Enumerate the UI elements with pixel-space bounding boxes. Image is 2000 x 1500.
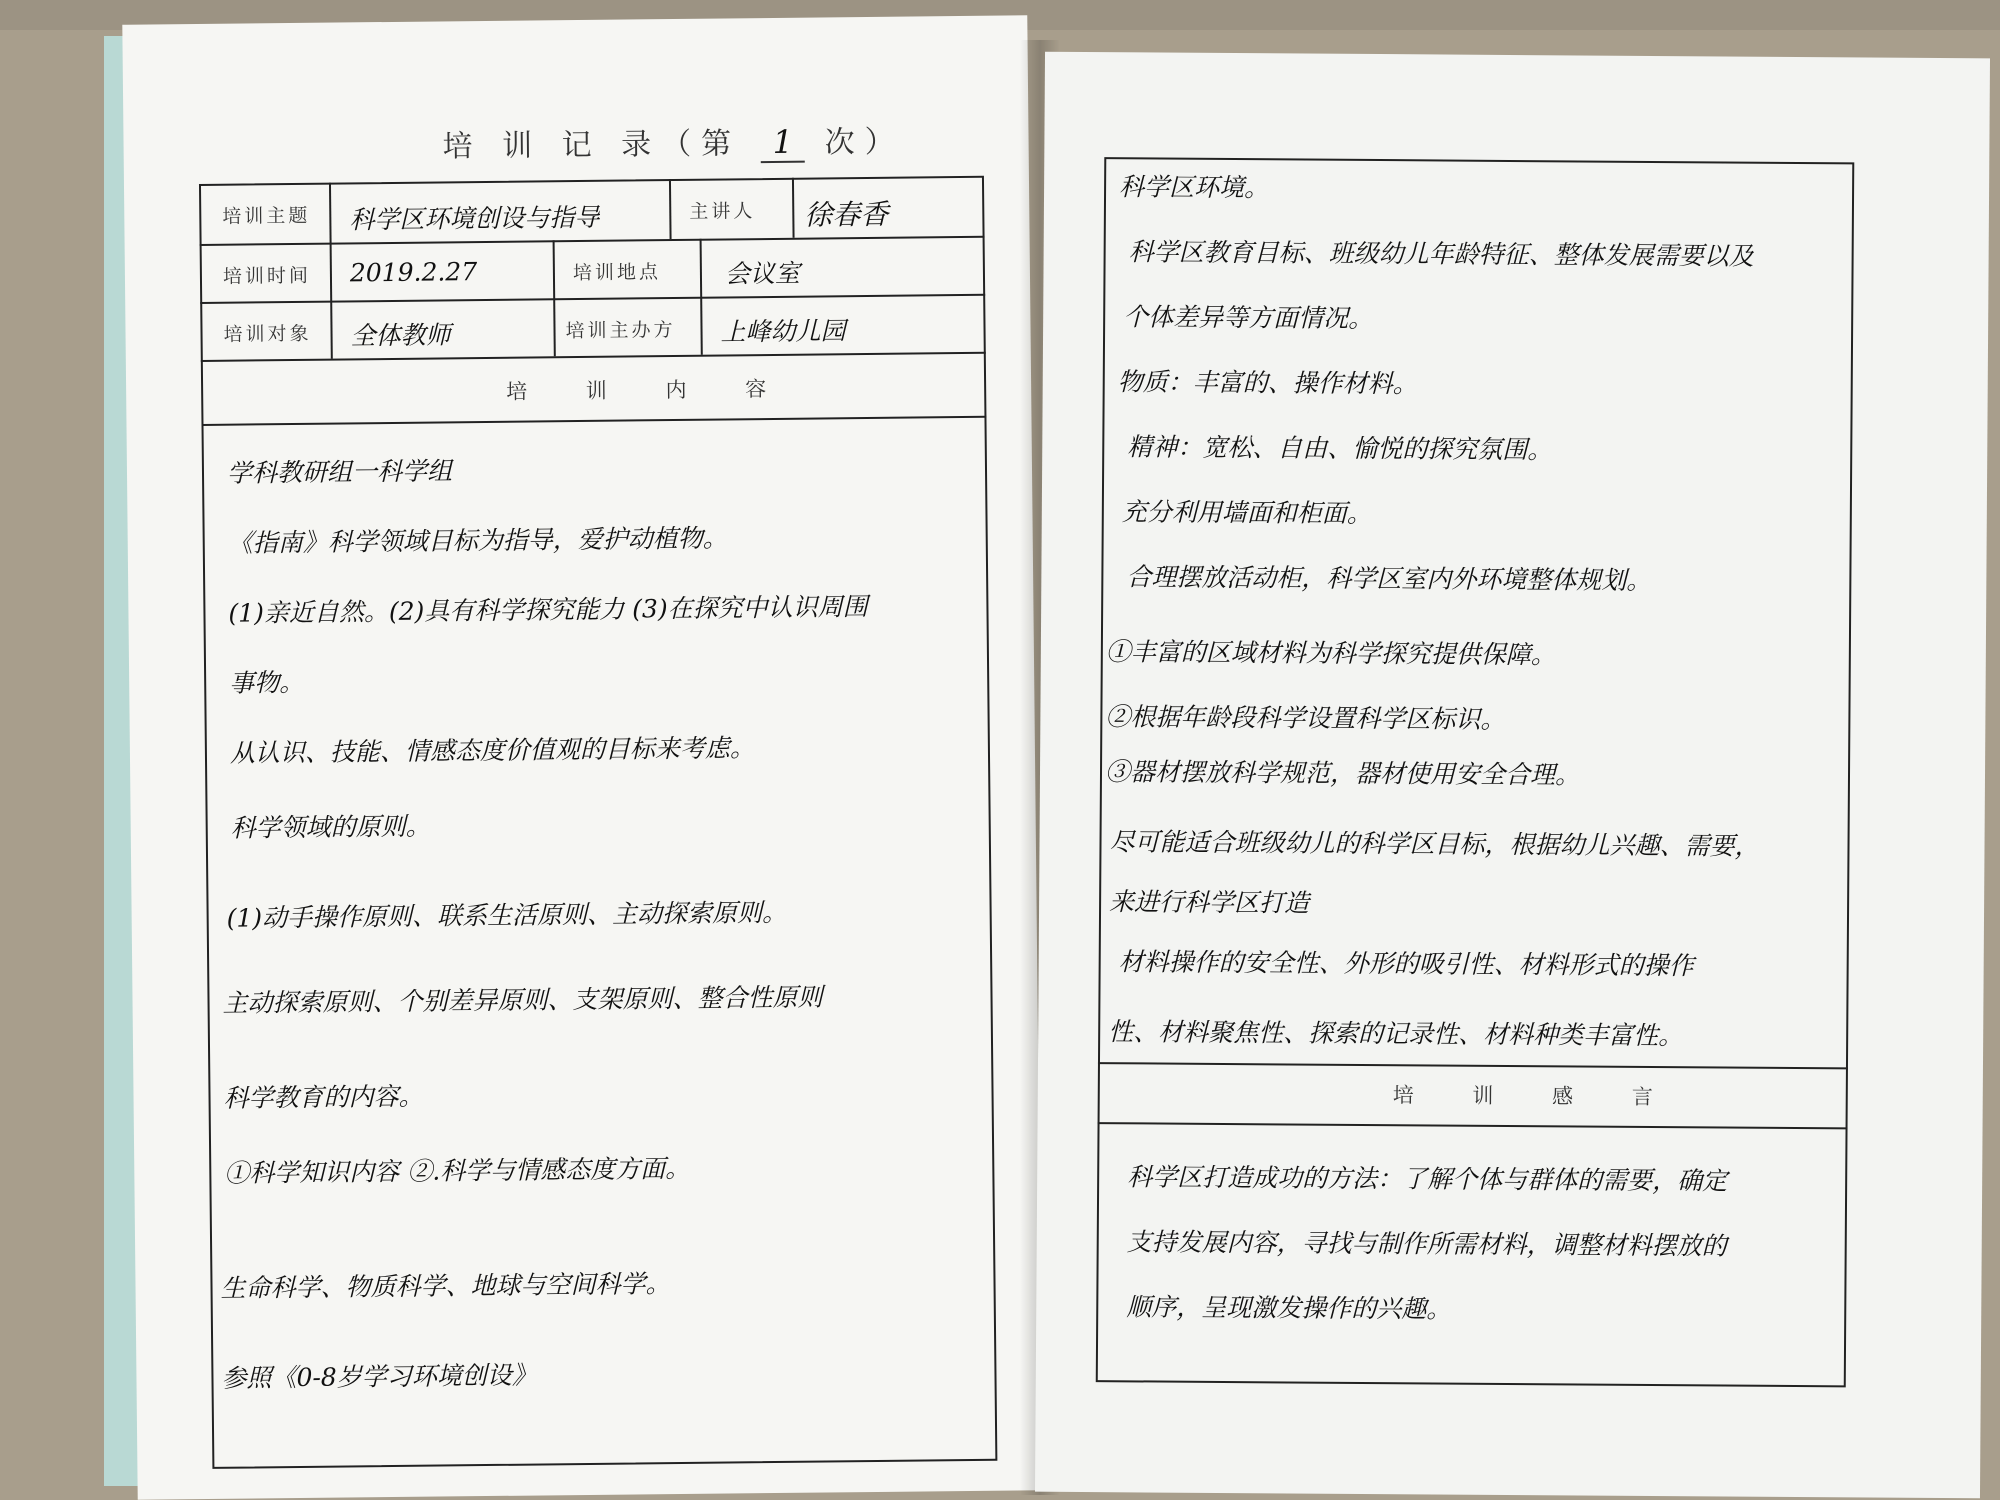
topic-value: 科学区环境创设与指导: [349, 202, 600, 235]
content-line: 从认识、技能、情感态度价值观的目标来考虑。: [229, 733, 756, 768]
organizer-value: 上峰幼儿园: [720, 316, 846, 347]
content-line: 来进行科学区打造: [1109, 887, 1310, 918]
right-page: [1035, 52, 1990, 1499]
time-label: 培训时间: [222, 264, 312, 288]
content-line: 科学领域的原则。: [230, 811, 431, 843]
left-page: [122, 15, 1042, 1499]
reflection-line: 顺序，呈现激发操作的兴趣。: [1126, 1292, 1452, 1324]
content-line: (1)亲近自然。(2)具有科学探究能力 (3)在探究中认识周围: [228, 592, 868, 628]
content-line: 参照《0-8岁学习环境创设》: [221, 1360, 537, 1393]
topic-label: 培训主题: [222, 204, 311, 228]
content-line: 精神：宽松、自由、愉悦的探究氛围。: [1127, 432, 1553, 465]
content-line: 物质：丰富的、操作材料。: [1117, 367, 1418, 399]
audience-value: 全体教师: [350, 320, 451, 351]
content-line: 学科教研组一科学组: [226, 456, 453, 488]
content-line: 充分利用墙面和柜面。: [1121, 497, 1372, 529]
record-title: [413, 116, 933, 165]
organizer-label: 培训主办方: [565, 319, 676, 343]
content-line: ①丰富的区域材料为科学探究提供保障。: [1105, 637, 1556, 670]
audience-label: 培训对象: [223, 322, 312, 346]
speaker-label: 主讲人: [689, 200, 756, 223]
content-line: 材料操作的安全性、外形的吸引性、材料形式的操作: [1118, 947, 1694, 981]
content-line: ②根据年龄段科学设置科学区标识。: [1105, 702, 1506, 734]
content-line: 个体差异等方面情况。: [1123, 302, 1374, 334]
content-line: (1)动手操作原则、联系生活原则、主动探索原则。: [226, 897, 788, 933]
content-line: 合理摆放活动柜，科学区室内外环境整体规划。: [1126, 562, 1652, 595]
content-line: 生命科学、物质科学、地球与空间科学。: [220, 1269, 671, 1303]
speaker-value: 徐春香: [804, 197, 889, 232]
content-line: 科学区环境。: [1118, 172, 1270, 203]
place-value: 会议室: [724, 258, 801, 289]
content-line: ③器材摆放科学规范，器材使用安全合理。: [1104, 757, 1581, 790]
reflection-line: 支持发展内容，寻找与制作所需材料，调整材料摆放的: [1126, 1227, 1727, 1261]
content-line: 《指南》科学领域目标为指导，爱护动植物。: [227, 523, 728, 558]
content-line: 尽可能适合班级幼儿的科学区目标，根据幼儿兴趣、需要，: [1109, 827, 1760, 861]
content-line: ①科学知识内容 ②.科学与情感态度方面。: [224, 1153, 691, 1188]
content-line: 事物。: [229, 667, 305, 698]
session-number: 1: [760, 123, 805, 163]
title-left: 培 训 记 录（第: [442, 126, 742, 165]
content-line: 科学区教育目标、班级幼儿年龄特征、整体发展需要以及: [1128, 237, 1754, 271]
reflection-header: 培 训 感 言: [1392, 1083, 1679, 1110]
time-value: 2019.2.27: [349, 257, 478, 288]
content-line: 性、材料聚焦性、探索的记录性、材料种类丰富性。: [1108, 1017, 1684, 1051]
place-label: 培训地点: [572, 261, 662, 285]
reflection-line: 科学区打造成功的方法：了解个体与群体的需要，确定: [1127, 1162, 1728, 1196]
content-line: 科学教育的内容。: [223, 1081, 424, 1113]
content-header: 培 训 内 容: [506, 376, 793, 404]
title-right: 次）: [824, 124, 905, 161]
content-line: 主动探索原则、个别差异原则、支架原则、整合性原则: [222, 982, 823, 1018]
